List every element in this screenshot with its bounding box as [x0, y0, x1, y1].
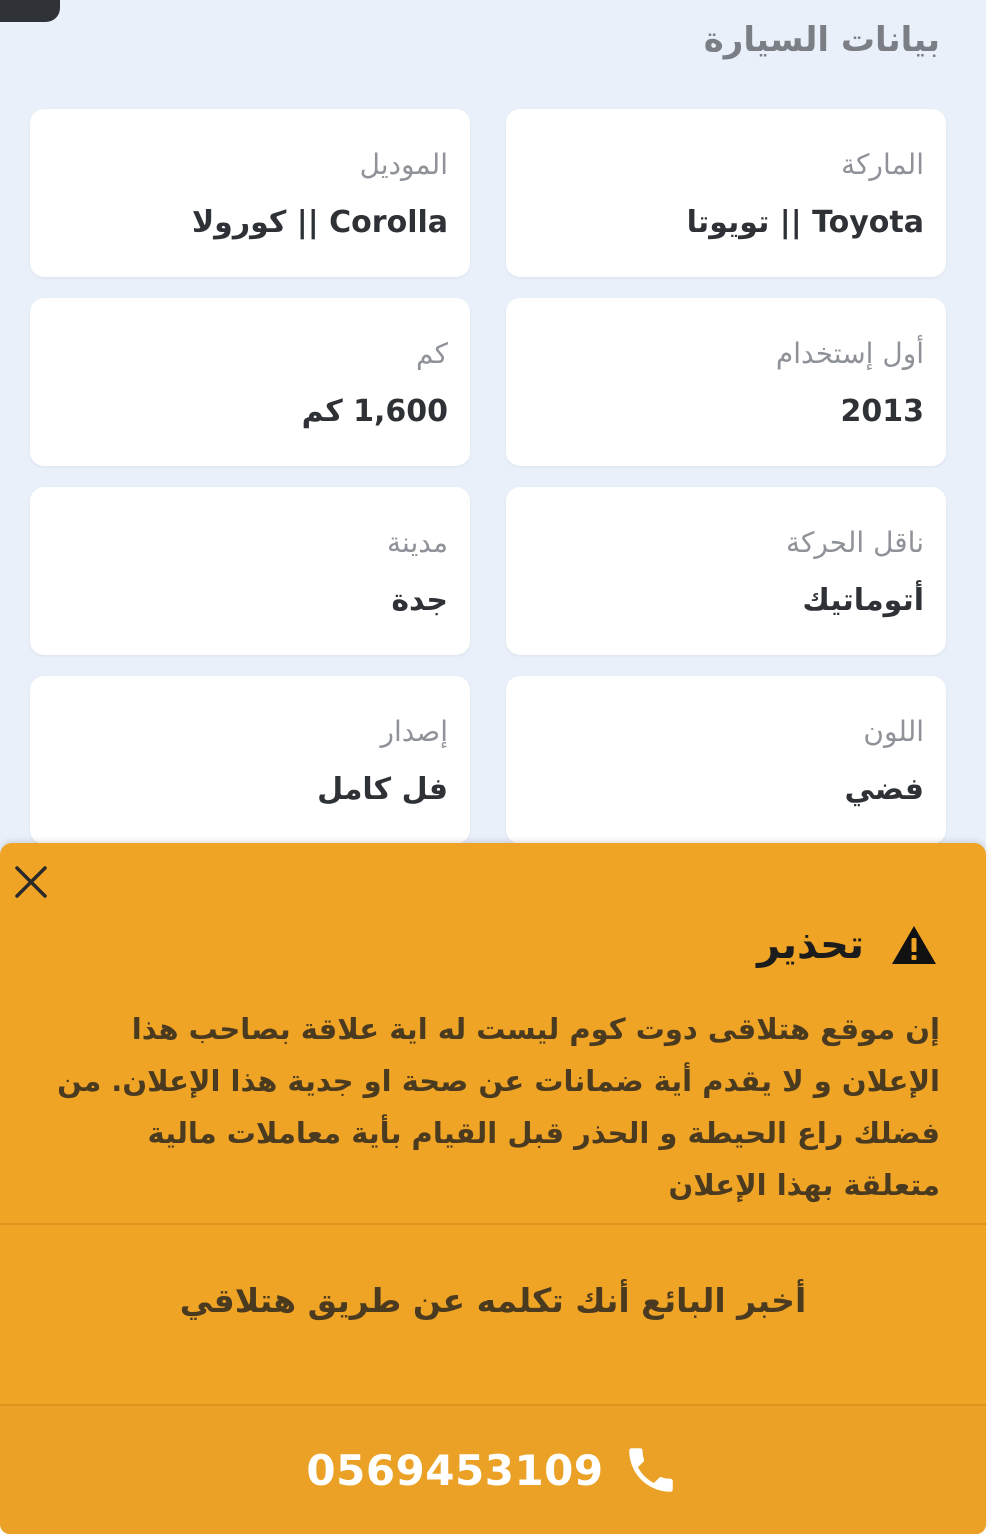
detail-label: إصدار [380, 715, 448, 748]
detail-label: كم [416, 337, 448, 370]
detail-card-transmission [506, 487, 946, 655]
detail-value: فل كامل [317, 772, 448, 807]
phone-number: 0569453109 [306, 1445, 604, 1495]
detail-card-color [506, 676, 946, 844]
inform-seller-text: أخبر البائع أنك تكلمه عن طريق هتلاقي [179, 1281, 807, 1320]
call-seller-button[interactable] [0, 1406, 986, 1534]
detail-value: 2013 [840, 394, 924, 429]
detail-value: Corolla || كورولا [191, 205, 448, 240]
detail-label: ناقل الحركة [786, 526, 924, 559]
detail-card-first-use [506, 298, 946, 466]
detail-card-model [30, 109, 470, 277]
detail-label: مدينة [387, 526, 448, 559]
detail-label: الماركة [841, 148, 924, 181]
detail-value: أتوماتيك [802, 583, 924, 618]
warning-message: إن موقع هتلاقى دوت كوم ليست له اية علاقة بصاحب هذا الإعلان و لا يقدم أية ضمانات عن صحة او جدية هذا الإعلان. من فضلك راع الحيطة و الحذر قبل القيام بأية معاملات مالية متعلقة بهذا الإعلان [57, 1012, 940, 1202]
warning-title: تحذير [757, 922, 864, 968]
detail-label: اللون [863, 715, 924, 748]
detail-value: جدة [391, 583, 448, 618]
close-button[interactable] [10, 861, 52, 903]
detail-card-city [30, 487, 470, 655]
top-left-overlay-corner [0, 0, 60, 22]
detail-value: فضي [844, 772, 924, 807]
detail-card-edition [30, 676, 470, 844]
detail-label: أول إستخدام [775, 337, 924, 370]
warning-triangle-icon [890, 924, 938, 966]
detail-card-brand [506, 109, 946, 277]
phone-icon [622, 1441, 680, 1499]
divider [0, 1223, 986, 1225]
warning-header [757, 915, 938, 975]
section-title: بيانات السيارة [703, 20, 940, 60]
warning-bottom-sheet [0, 843, 986, 1534]
detail-value: Toyota || تويوتا [686, 205, 924, 240]
close-icon [10, 861, 52, 903]
detail-card-mileage [30, 298, 470, 466]
detail-value: 1,600 كم [301, 394, 448, 429]
detail-label: الموديل [359, 148, 448, 181]
